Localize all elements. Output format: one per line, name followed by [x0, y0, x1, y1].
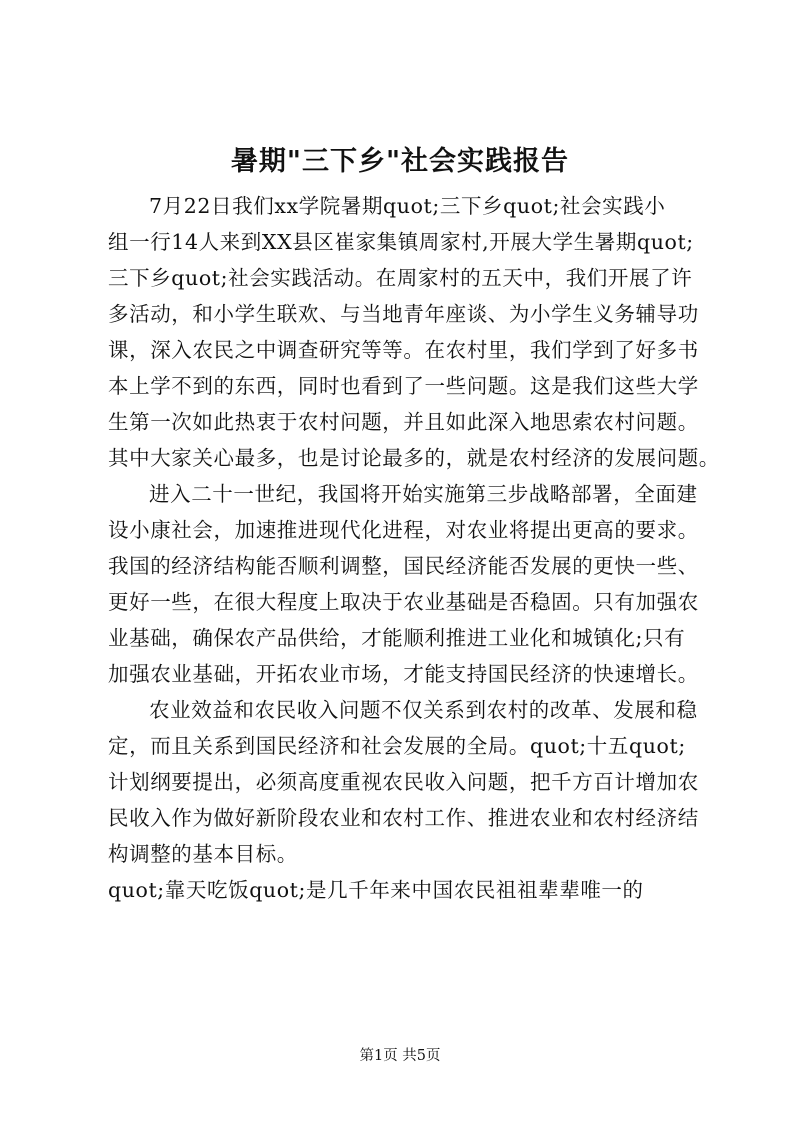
- paragraph-line: 设小康社会，加速推进现代化进程，对农业将提出更高的要求。: [108, 518, 699, 542]
- paragraph-1: [108, 188, 720, 476]
- paragraph-line: 其中大家关心最多，也是讨论最多的，就是农村经济的发展问题。: [108, 446, 720, 470]
- paragraph-line: 课，深入农民之中调查研究等等。在农村里，我们学到了好多书: [108, 338, 699, 362]
- document-title: 暑期"三下乡"社会实践报告: [230, 146, 570, 177]
- paragraph-line: quot;靠天吃饭quot;是几千年来中国农民祖祖辈辈唯一的: [108, 878, 644, 902]
- paragraph-line: 更好一些，在很大程度上取决于农业基础是否稳固。只有加强农: [108, 590, 699, 614]
- paragraph-line: 构调整的基本目标。: [108, 842, 298, 866]
- paragraph-line: 定，而且关系到国民经济和社会发展的全局。quot;十五quot;: [108, 734, 686, 758]
- paragraph-line: 我国的经济结构能否顺利调整，国民经济能否发展的更快一些、: [108, 554, 699, 578]
- page-footer: 第1页 共5页: [359, 1048, 441, 1064]
- paragraph-line: 7月22日我们xx学院暑期quot;三下乡quot;社会实践小: [149, 194, 666, 218]
- paragraph-line: 计划纲要提出，必须高度重视农民收入问题，把千方百计增加农: [108, 770, 699, 794]
- paragraph-3: [108, 692, 712, 872]
- paragraph-line: 本上学不到的东西，同时也看到了一些问题。这是我们这些大学: [108, 374, 699, 398]
- paragraph-line: 组一行14人来到XX县区崔家集镇周家村,开展大学生暑期quot;: [108, 230, 694, 254]
- paragraph-line: 农业效益和农民收入问题不仅关系到农村的改革、发展和稳: [149, 698, 698, 722]
- paragraph-line: 三下乡quot;社会实践活动。在周家村的五天中，我们开展了许: [108, 266, 693, 290]
- paragraph-line: 生第一次如此热衷于农村问题，并且如此深入地思索农村问题。: [108, 410, 699, 434]
- paragraph-line: 加强农业基础，开拓农业市场，才能支持国民经济的快速增长。: [108, 662, 699, 686]
- document-body: [108, 188, 720, 908]
- paragraph-line: 民收入作为做好新阶段农业和农村工作、推进农业和农村经济结: [108, 806, 699, 830]
- paragraph-line: 业基础，确保农产品供给，才能顺利推进工业化和城镇化;只有: [108, 626, 686, 650]
- paragraph-4: [108, 872, 712, 908]
- paragraph-line: 多活动，和小学生联欢、与当地青年座谈、为小学生义务辅导功: [108, 302, 699, 326]
- paragraph-2: [108, 476, 712, 692]
- paragraph-line: 进入二十一世纪，我国将开始实施第三步战略部署，全面建: [149, 482, 698, 506]
